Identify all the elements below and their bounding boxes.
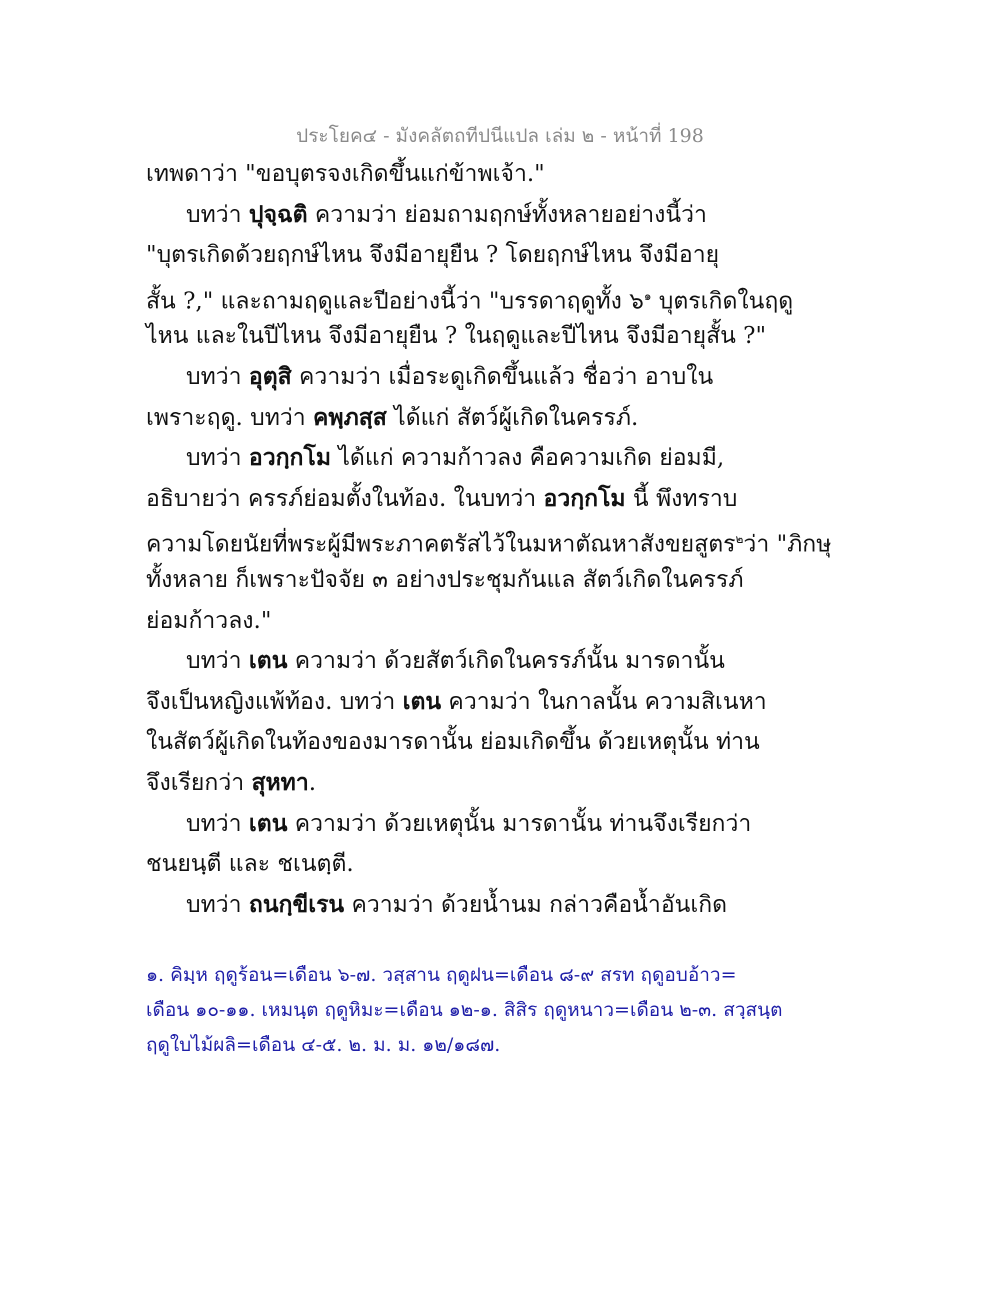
text-run: บทว่า [186, 445, 249, 472]
text-line [146, 804, 766, 845]
text-run: ได้แก่ สัตว์ผู้เกิดในครรภ์. [386, 404, 639, 431]
text-run: ชนยนฺตี และ ชเนตฺตี. [146, 851, 354, 878]
text-run: บุตรเกิดในฤดู [651, 288, 794, 315]
term: เตน [248, 647, 288, 675]
text-run: ความว่า ด้วยสัตว์เกิดในครรภ์นั้น มารดานั้น [287, 648, 725, 675]
text-line [146, 479, 766, 520]
text-run: . [308, 769, 317, 796]
page-header [0, 121, 1000, 151]
text-run: บทว่า [186, 810, 249, 837]
text-run: บทว่า [186, 648, 249, 675]
text-line [146, 601, 766, 642]
text-line [146, 154, 766, 195]
term: คพฺภสฺส [313, 403, 387, 431]
text-run: บทว่า [186, 201, 249, 228]
term: อุตุสิ [248, 362, 292, 390]
text-run: ในสัตว์ผู้เกิดในท้องของมารดานั้น ย่อมเกิดขึ้น ด้วยเหตุนั้น ท่าน [146, 729, 760, 756]
text-run: ว่า "ภิกษุ [743, 532, 832, 558]
footnote-ref: ๑ [643, 288, 652, 303]
text-run: บทว่า [186, 363, 249, 390]
text-run: ได้แก่ ความก้าวลง คือความเกิด ย่อมมี, [331, 445, 725, 472]
text-run: จึงเรียกว่า [146, 769, 252, 796]
text-line [146, 722, 766, 763]
term: เตน [402, 687, 442, 715]
term: อวกฺกโม [248, 444, 332, 472]
text-run: ความว่า ด้วยเหตุนั้น มารดานั้น ท่านจึงเรียกว่า [287, 810, 752, 837]
footnotes [146, 958, 786, 1063]
text-run: บทว่า [186, 891, 249, 918]
text-line [146, 276, 794, 317]
page-header-text: ประโยค๔ - มังคลัตถทีปนีแปล เล่ม ๒ - หน้าที่ 198 [296, 125, 704, 147]
term: ปุจฺฉติ [248, 200, 308, 228]
term: เตน [248, 809, 288, 837]
text-run: ไหน และในปีไหน จึงมีอายุยืน ? ในฤดูและปีไหน จึงมีอายุสั้น ?" [146, 323, 767, 350]
footnote-line: เดือน ๑๐-๑๑. เหมนฺต ฤดูหิมะ=เดือน ๑๒-๑. สิสิร ฤดูหนาว=เดือน ๒-๓. สวฺสนฺต [146, 999, 783, 1021]
text-line [146, 763, 766, 804]
text-run: นี้ พึงทราบ [625, 485, 738, 512]
text-run: ความว่า ในกาลนั้น ความสิเนหา [441, 688, 767, 715]
text-line [146, 519, 832, 560]
text-run: ความว่า เมื่อระดูเกิดขึ้นแล้ว ชื่อว่า อาบใน [291, 363, 714, 390]
text-line [146, 641, 766, 682]
footnote-line: ๑. คิมฺห ฤดูร้อน=เดือน ๖-๗. วสฺสาน ฤดูฝน=เดือน ๘-๙ สรท ฤดูอบอ้าว= [146, 964, 737, 986]
term: สุหทา [251, 768, 309, 796]
text-line [146, 316, 766, 357]
body-text [146, 154, 832, 925]
text-run: เพราะฤดู. บทว่า [146, 404, 314, 431]
term: ถนกฺขีเรน [248, 890, 345, 918]
text-run: เทพดาว่า "ขอบุตรจงเกิดขึ้นแก่ข้าพเจ้า." [146, 161, 545, 187]
text-run: ย่อมก้าวลง." [146, 607, 272, 634]
text-line [146, 438, 766, 479]
text-run: "บุตรเกิดด้วยฤกษ์ไหน จึงมีอายุยืน ? โดยฤกษ์ไหน จึงมีอายุ [146, 242, 720, 269]
text-line [146, 844, 766, 885]
text-line [146, 885, 766, 926]
text-run: ความว่า ด้วยน้ำนม กล่าวคือน้ำอันเกิด [344, 891, 728, 918]
text-line [146, 560, 766, 601]
text-line [146, 682, 766, 723]
text-run: อธิบายว่า ครรภ์ย่อมตั้งในท้อง. ในบทว่า [146, 485, 544, 512]
text-run: จึงเป็นหญิงแพ้ท้อง. บทว่า [146, 688, 403, 715]
text-line [146, 398, 766, 439]
footnote-line: ฤดูใบไม้ผลิ=เดือน ๔-๕. ๒. ม. ม. ๑๒/๑๘๗. [146, 1034, 501, 1056]
text-line [146, 235, 766, 276]
text-run: สั้น ?," และถามฤดูและปีอย่างนี้ว่า "บรรดาฤดูทั้ง ๖ [146, 288, 644, 315]
footnote-ref: ๒ [735, 532, 744, 547]
term: อวกฺกโม [543, 484, 626, 512]
text-run: ทั้งหลาย ก็เพราะปัจจัย ๓ อย่างประชุมกันแล สัตว์เกิดในครรภ์ [146, 566, 744, 593]
text-line [146, 357, 766, 398]
text-run: ความว่า ย่อมถามฤกษ์ทั้งหลายอย่างนี้ว่า [307, 201, 707, 228]
text-run: ความโดยนัยที่พระผู้มีพระภาคตรัสไว้ในมหาตัณหาสังขยสูตร [146, 532, 736, 558]
text-line [146, 195, 766, 236]
